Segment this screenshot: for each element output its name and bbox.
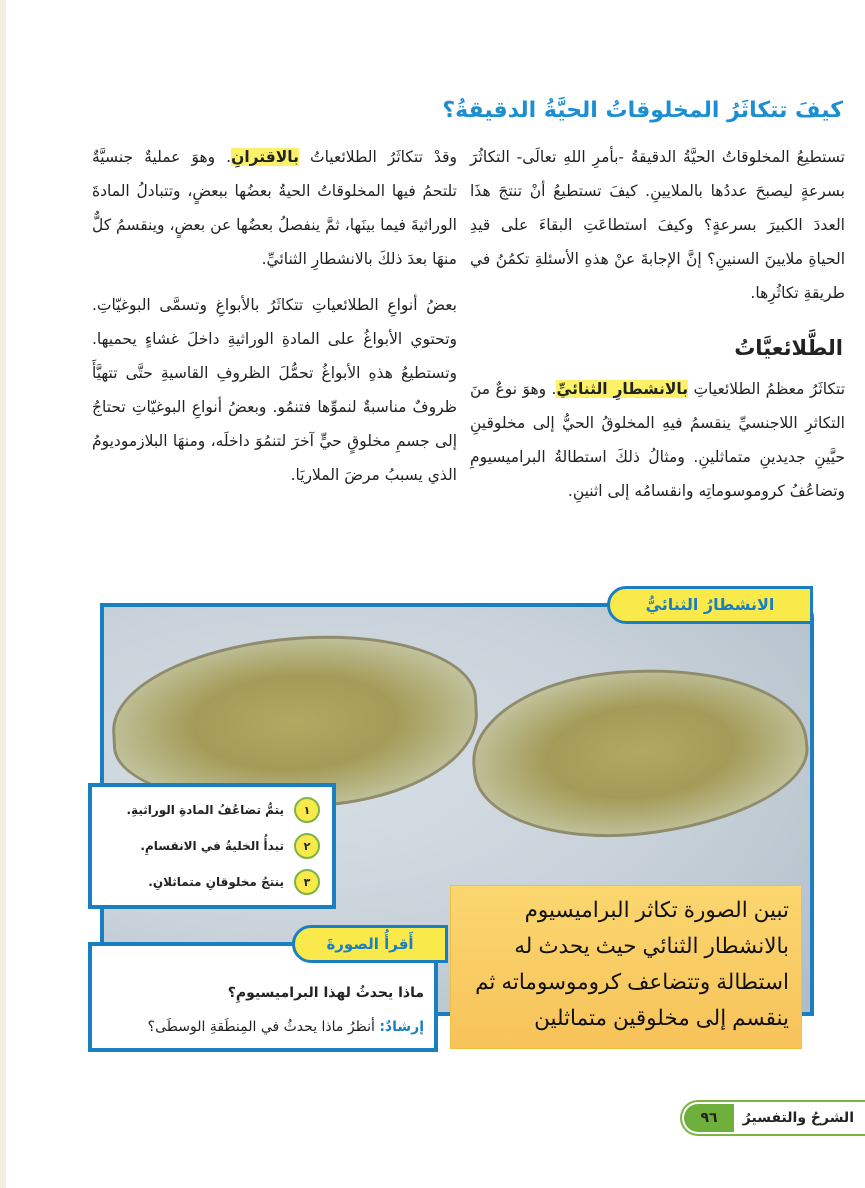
text: . وهوَ نوعٌ منَ التكاثرِ اللاجنسيِّ ينقسمُ فيهِ المخلوقُ الحيُّ إلى مخلوقينِ حيَّينِ جديدينِ متماثلينِ. ومثالُ ذلكَ استطالةُ البراميسيومِ وتضاعُفُ كروموسوماتِه وانقسامُه إلى اثنينِ. xyxy=(470,380,845,500)
hint-text: أنظرُ ماذا يحدثُ في المِنطَقةِ الوسطَى؟ xyxy=(147,1019,380,1035)
text: وقدْ تتكاثَرُ الطلائعياتُ xyxy=(298,148,458,166)
step-text: تبدأُ الخليةُ في الانقسامِ. xyxy=(140,839,284,853)
footer-section: الشرحُ والتفسيرُ xyxy=(742,1110,854,1126)
text: تتكاثَرُ معظمُ الطلائعياتِ xyxy=(688,380,846,398)
steps-box xyxy=(88,783,336,909)
read-picture-label: أَقرأُ الصورةَ xyxy=(292,925,448,963)
page-number: ٩٦ xyxy=(684,1104,734,1132)
step-item xyxy=(104,833,320,859)
binary-fission-block xyxy=(470,372,845,520)
binary-fission-paragraph xyxy=(470,372,845,508)
sticky-note: تبين الصورة تكاثر البراميسيوم بالانشطار الثنائي حيث يحدث له استطالة وتتضاعف كروموسوماته ثم ينقسم إلى مخلوقين متماثلين xyxy=(450,885,802,1049)
text: . وهوَ عمليةٌ جنسيَّةٌ تلتحمُ فيها المخلوقاتُ الحيةُ بعضُها ببعضٍ، وتتبادلُ المادةَ الوراثيةَ فيما بينَها، ثمَّ ينفصلُ بعضُها عن بعضٍ، وينقسمُ كلٌّ منهَا بعدَ ذلكَ بالانشطارِ الثنائيِّ. xyxy=(92,148,457,268)
step-item xyxy=(104,797,320,823)
term-highlight: بالاقترانِ xyxy=(231,148,299,166)
paramecium-cell-right xyxy=(464,652,814,852)
spores-paragraph: بعضُ أنواعِ الطلائعياتِ تتكاثَرُ بالأبواغِ وتسمَّى البوغيّاتِ. وتحتوي الأبواغُ على المادةِ الوراثيةِ داخلَ غشاءٍ يحميها. وتستطيعُ هذهِ الأبواغُ تحمُّلَ الظروفِ القاسيةِ حتَّى تتهيَّأَ ظروفٌ مناسبةٌ لنموِّها فتنمُو. وبعضُ أنواعِ البوغيّاتِ تحتاجُ إلى جسمِ مخلوقٍ حيٍّ آخرَ لتنمُوَ داخلَه، ومنهَا البلازموديومُ الذي يسببُ مرضَ الملاريَا. xyxy=(92,296,457,484)
step-text: يتمُّ تضاعُفُ المادةِ الوراثيةِ. xyxy=(126,803,284,817)
intro-paragraph: تستطيعُ المخلوقاتُ الحيَّةُ الدقيقةُ -بأمرِ اللهِ تعالَى- التكاثُرَ بسرعةٍ ليصبحَ عددُها بالملايينِ. كيفَ تستطيعُ أنْ تنتجَ هذَا العددَ الكبيرَ بسرعةٍ؟ وكيفَ استطاعَتِ البقاءَ على قيدِ الحياةِ ملايينَ السنينِ؟ إنَّ الإجابةَ عنْ هذهِ الأسئلةِ تكمُنُ في طريقةِ تكاثُرِها. xyxy=(470,148,845,302)
step-number: ٢ xyxy=(294,833,320,859)
left-column xyxy=(92,140,457,504)
question: ماذا يحدثُ لهذا البراميسيومِ؟ xyxy=(227,985,424,1001)
section-title: كيفَ تتكاثَرُ المخلوقاتُ الحيَّةُ الدقيقةُ؟ xyxy=(442,98,843,123)
right-column xyxy=(470,140,845,322)
step-text: ينتجُ مخلوقانِ متماثلانِ. xyxy=(148,875,284,889)
protists-heading: الطَّلائعيَّاتُ xyxy=(734,336,843,360)
step-number: ٣ xyxy=(294,869,320,895)
term-highlight: بالانشطارِ الثنائيِّ xyxy=(556,380,689,398)
figure-label: الانشطارُ الثنائيُّ xyxy=(607,586,813,624)
step-item xyxy=(104,869,320,895)
page-footer xyxy=(680,1100,865,1136)
page-edge xyxy=(0,0,6,1188)
step-number: ١ xyxy=(294,797,320,823)
hint-label: إرشادٌ: xyxy=(379,1019,424,1035)
conjugation-paragraph xyxy=(92,140,457,276)
hint xyxy=(92,1010,424,1044)
